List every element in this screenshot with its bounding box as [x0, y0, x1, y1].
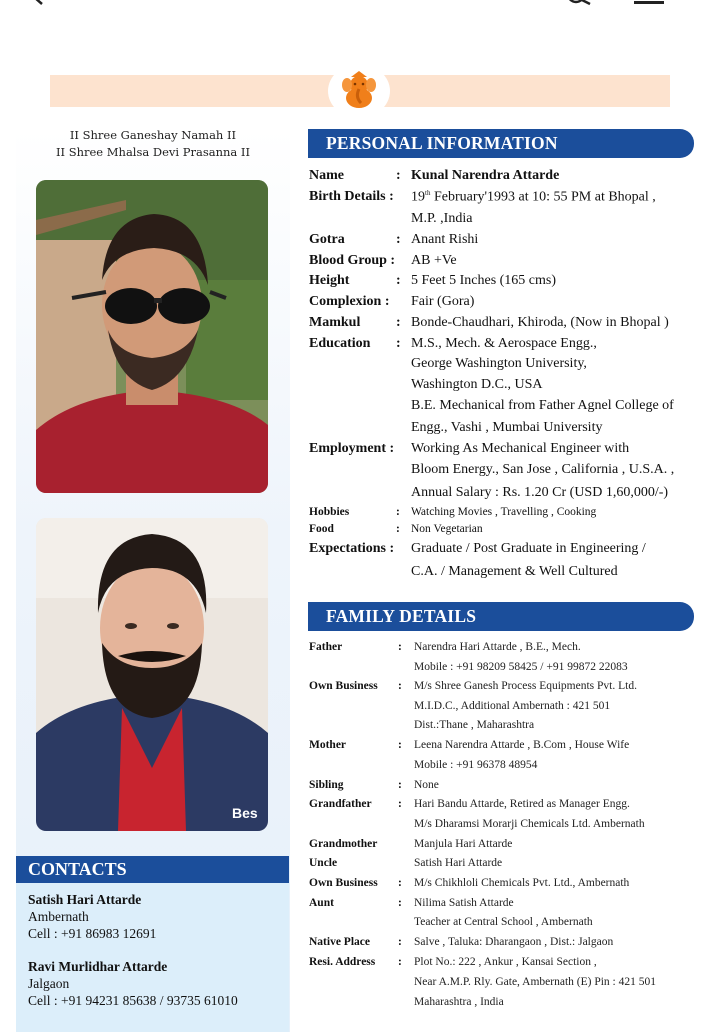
colon: :	[398, 779, 402, 791]
personal-info-header: PERSONAL INFORMATION	[308, 129, 694, 158]
contact-2-name: Ravi Murlidhar Attarde	[28, 959, 168, 974]
hobbies-label: Hobbies	[309, 506, 350, 518]
name-label: Name	[309, 168, 344, 183]
mother-mobile[interactable]: Mobile : +91 96378 48954	[414, 759, 538, 771]
complexion-value: Fair (Gora)	[411, 294, 475, 309]
svg-text:Bes: Bes	[232, 805, 258, 821]
colon: :	[398, 641, 402, 653]
gotra-value: Anant Rishi	[411, 232, 479, 247]
name-value: Kunal Narendra Attarde	[411, 168, 560, 183]
contact-1-name: Satish Hari Attarde	[28, 892, 142, 907]
contacts-header: CONTACTS	[16, 856, 289, 883]
address-line: Maharashtra , India	[414, 996, 504, 1008]
grandfather-label: Grandfather	[309, 798, 372, 810]
colon: :	[396, 273, 401, 288]
own-business-2-label: Own Business	[309, 877, 378, 889]
expectations-label: Expectations :	[309, 541, 395, 556]
back-arrow-icon[interactable]	[30, 0, 60, 6]
height-value: 5 Feet 5 Inches (165 cms)	[411, 273, 557, 288]
contact-2-place: Jalgaon	[28, 976, 70, 991]
employment-line: Working As Mechanical Engineer with	[411, 441, 630, 456]
grandfather-value: Hari Bandu Attarde, Retired as Manager Engg.	[414, 798, 630, 810]
birth-value: 19th February'1993 at 10: 55 PM at Bhopal ,	[411, 189, 656, 205]
colon: :	[398, 877, 402, 889]
birth-value-line2: M.P. ,India	[411, 211, 473, 226]
colon: :	[398, 897, 402, 909]
ganesh-icon	[341, 71, 377, 111]
uncle-label: Uncle	[309, 857, 338, 869]
father-label: Father	[309, 641, 343, 653]
contact-1-phone[interactable]: Cell : +91 86983 12691	[28, 926, 157, 941]
sibling-value: None	[414, 779, 439, 791]
blood-group-label: Blood Group :	[309, 253, 396, 268]
profile-photo-2[interactable]	[36, 518, 268, 831]
own-business-line: Dist.:Thane , Maharashtra	[414, 719, 535, 731]
colon: :	[396, 523, 400, 535]
hobbies-value: Watching Movies , Travelling , Cooking	[411, 506, 597, 518]
aunt-line: Teacher at Central School , Ambernath	[414, 916, 593, 928]
height-label: Height	[309, 273, 350, 288]
mamkul-label: Mamkul	[309, 315, 361, 330]
native-place-label: Native Place	[309, 936, 370, 948]
contact-1-place: Ambernath	[28, 909, 89, 924]
complexion-label: Complexion :	[309, 294, 390, 309]
father-mobile[interactable]: Mobile : +91 98209 58425 / +91 99872 22083	[414, 661, 628, 673]
address-line: Near A.M.P. Rly. Gate, Ambernath (E) Pin : 421 501	[414, 976, 657, 988]
profile-photo-1[interactable]	[36, 180, 268, 493]
expectations-line: C.A. / Management & Well Cultured	[411, 564, 618, 579]
colon: :	[398, 956, 402, 968]
blessing-line-2: II Shree Mhalsa Devi Prasanna II	[55, 145, 251, 159]
address-label: Resi. Address	[309, 956, 376, 968]
own-business-value: M/s Shree Ganesh Process Equipments Pvt. Ltd.	[414, 680, 637, 692]
sibling-label: Sibling	[309, 779, 344, 791]
education-line: Washington D.C., USA	[411, 377, 543, 392]
search-icon[interactable]	[564, 0, 594, 6]
colon: :	[398, 680, 402, 692]
grandmother-value: Manjula Hari Attarde	[414, 838, 513, 850]
blessing-line-1: II Shree Ganeshay Namah II	[69, 128, 237, 142]
family-details-header: FAMILY DETAILS	[308, 602, 694, 631]
colon: :	[398, 936, 402, 948]
education-line: B.E. Mechanical from Father Agnel College of	[411, 398, 674, 413]
own-business-label: Own Business	[309, 680, 378, 692]
education-label: Education	[309, 336, 371, 351]
own-business-line: M.I.D.C., Additional Ambernath : 421 501	[414, 700, 611, 712]
grandmother-label: Grandmother	[309, 838, 378, 850]
menu-icon[interactable]	[632, 0, 666, 6]
employment-line: Bloom Energy., San Jose , California , U.S.A. ,	[411, 462, 675, 477]
employment-label: Employment :	[309, 441, 395, 456]
native-place-value: Salve , Taluka: Dharangaon , Dist.: Jalgaon	[414, 936, 614, 948]
birth-label: Birth Details :	[309, 189, 394, 204]
blood-group-value: AB +Ve	[411, 253, 457, 268]
employment-line: Annual Salary : Rs. 1.20 Cr (USD 1,60,000/-)	[411, 485, 669, 500]
contact-2-phone[interactable]: Cell : +91 94231 85638 / 93735 61010	[28, 993, 238, 1008]
colon: :	[396, 336, 401, 351]
uncle-value: Satish Hari Attarde	[414, 857, 503, 869]
aunt-label: Aunt	[309, 897, 334, 909]
colon: :	[396, 506, 400, 518]
ganesh-emblem	[328, 64, 390, 118]
expectations-line: Graduate / Post Graduate in Engineering /	[411, 541, 646, 556]
education-line: Engg., Vashi , Mumbai University	[411, 420, 603, 435]
own-business-2-value: M/s Chikhloli Chemicals Pvt. Ltd., Ambernath	[414, 877, 630, 889]
grandfather-line: M/s Dharamsi Morarji Chemicals Ltd. Ambernath	[414, 818, 645, 830]
mother-value: Leena Narendra Attarde , B.Com , House Wife	[414, 739, 630, 751]
education-line: M.S., Mech. & Aerospace Engg.,	[411, 336, 597, 351]
colon: :	[396, 232, 401, 247]
aunt-value: Nilima Satish Attarde	[414, 897, 514, 909]
colon: :	[398, 798, 402, 810]
colon: :	[396, 168, 401, 183]
gotra-label: Gotra	[309, 232, 345, 247]
education-line: George Washington University,	[411, 356, 587, 371]
mother-label: Mother	[309, 739, 347, 751]
father-value: Narendra Hari Attarde , B.E., Mech.	[414, 641, 581, 653]
address-line: Plot No.: 222 , Ankur , Kansai Section ,	[414, 956, 597, 968]
top-app-bar	[0, 0, 720, 6]
food-label: Food	[309, 523, 334, 535]
colon: :	[398, 739, 402, 751]
mamkul-value: Bonde-Chaudhari, Khiroda, (Now in Bhopal )	[411, 315, 669, 330]
food-value: Non Vegetarian	[411, 523, 483, 535]
colon: :	[396, 315, 401, 330]
